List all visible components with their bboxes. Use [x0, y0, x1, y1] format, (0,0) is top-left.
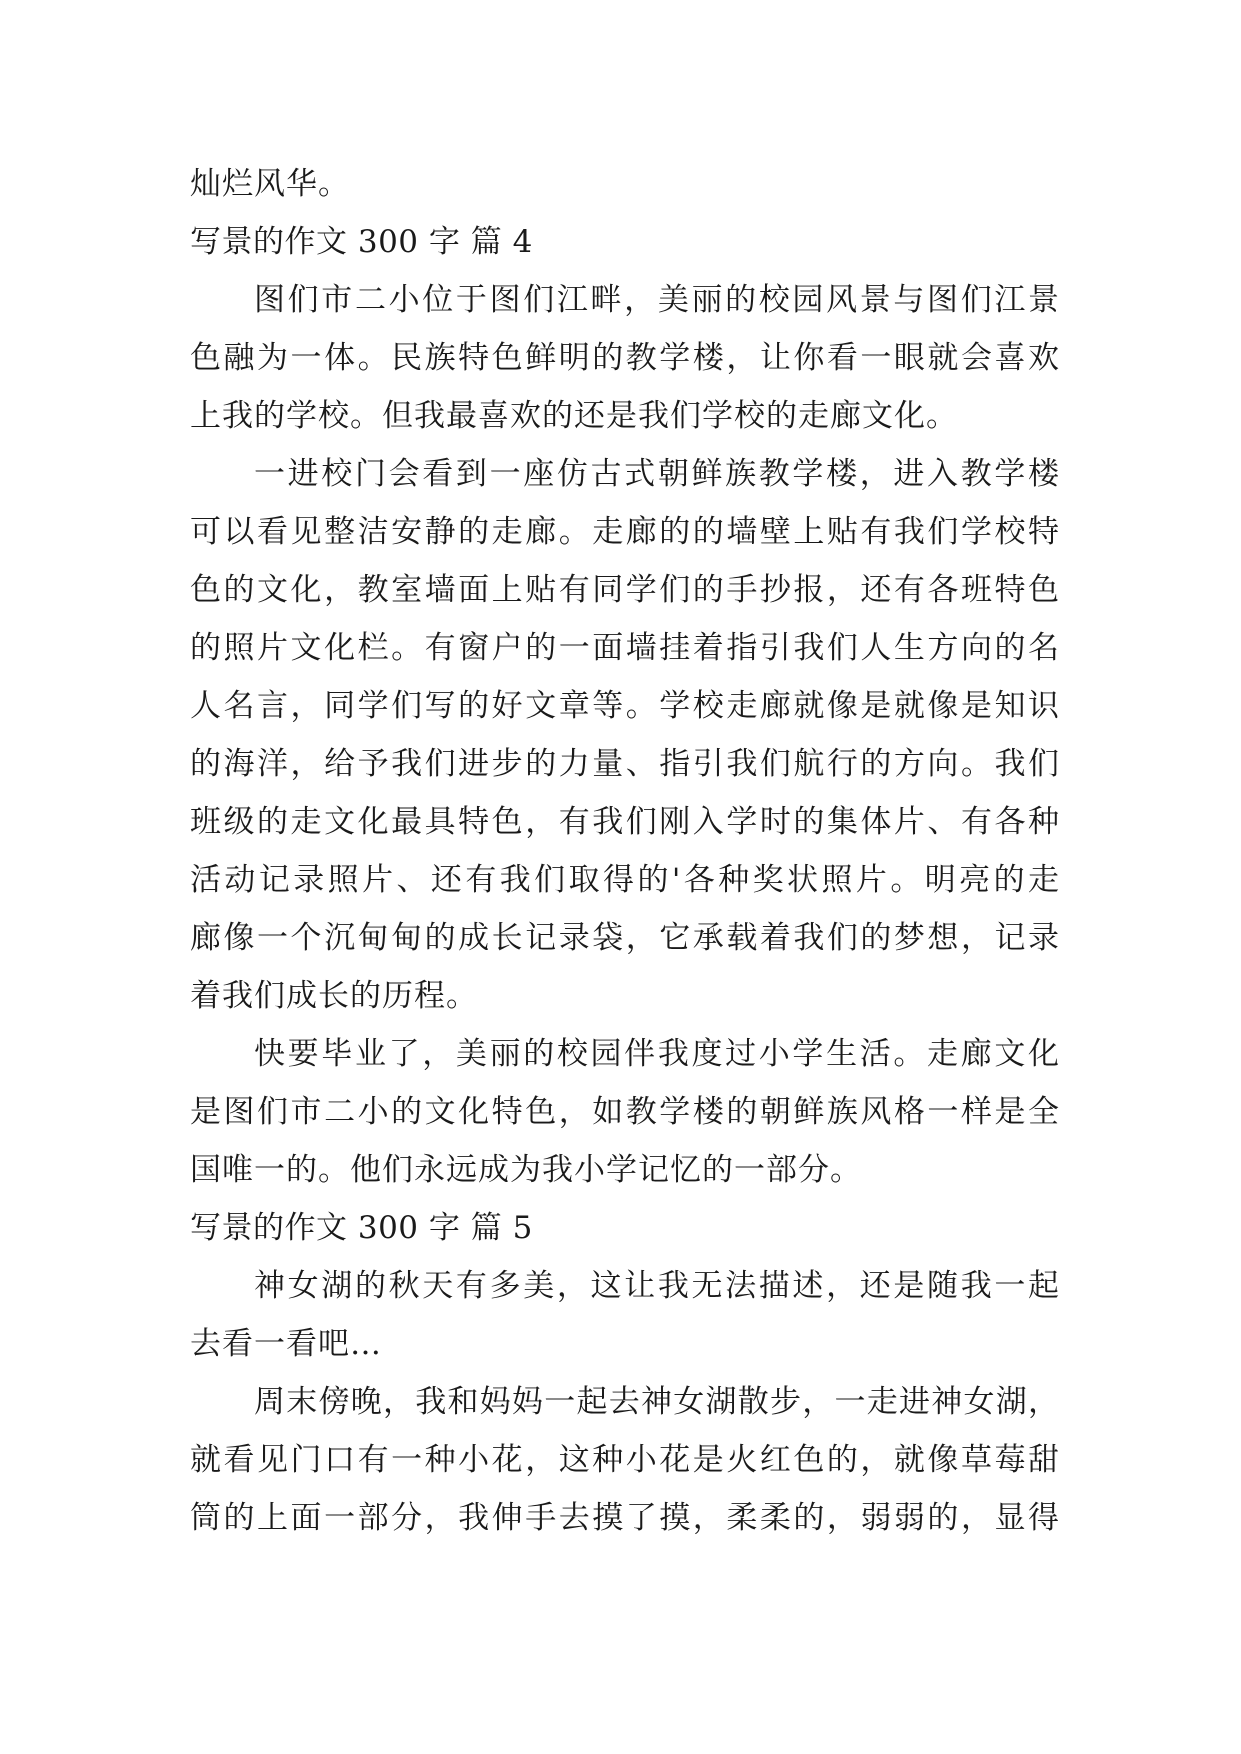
section-heading-5: 写景的作文 300 字 篇 5	[190, 1210, 533, 1246]
text-line: 去看一看吧…	[190, 1326, 382, 1362]
text-line: 着我们成长的历程。	[190, 978, 478, 1014]
text-line: 的海洋，给予我们进步的力量、指引我们航行的方向。我们	[190, 746, 1060, 782]
text-line: 国唯一的。他们永远成为我小学记忆的一部分。	[190, 1152, 862, 1188]
text-line: 班级的走文化最具特色，有我们刚入学时的集体片、有各种	[190, 804, 1060, 840]
document-body	[190, 155, 1060, 1547]
text-line: 可以看见整洁安静的走廊。走廊的的墙壁上贴有我们学校特	[190, 514, 1060, 550]
text-line: 快要毕业了，美丽的校园伴我度过小学生活。走廊文化	[254, 1036, 1060, 1072]
text-line: 上我的学校。但我最喜欢的还是我们学校的走廊文化。	[190, 398, 958, 434]
text-line: 一进校门会看到一座仿古式朝鲜族教学楼，进入教学楼	[254, 456, 1060, 492]
text-line: 就看见门口有一种小花，这种小花是火红色的，就像草莓甜	[190, 1442, 1060, 1478]
paragraph-5	[190, 1373, 1060, 1547]
paragraph-1	[190, 271, 1060, 445]
text-line: 人名言，同学们写的好文章等。学校走廊就像是就像是知识	[190, 688, 1060, 724]
text-line: 图们市二小位于图们江畔，美丽的校园风景与图们江景	[254, 282, 1060, 318]
text-line: 周末傍晚，我和妈妈一起去神女湖散步，一走进神女湖，	[254, 1384, 1060, 1420]
text-line: 是图们市二小的文化特色，如教学楼的朝鲜族风格一样是全	[190, 1094, 1060, 1130]
text-line: 的照片文化栏。有窗户的一面墙挂着指引我们人生方向的名	[190, 630, 1060, 666]
text-line: 筒的上面一部分，我伸手去摸了摸，柔柔的，弱弱的，显得	[190, 1500, 1060, 1536]
section-heading-4: 写景的作文 300 字 篇 4	[190, 224, 533, 260]
text-line: 灿烂风华。	[190, 166, 350, 202]
text-line: 神女湖的秋天有多美，这让我无法描述，还是随我一起	[254, 1268, 1060, 1304]
text-line: 色融为一体。民族特色鲜明的教学楼，让你看一眼就会喜欢	[190, 340, 1060, 376]
paragraph-4	[190, 1257, 1060, 1373]
paragraph-2	[190, 445, 1060, 1025]
text-line: 廊像一个沉甸甸的成长记录袋，它承载着我们的梦想，记录	[190, 920, 1060, 956]
text-line: 活动记录照片、还有我们取得的'各种奖状照片。明亮的走	[190, 862, 1060, 898]
paragraph-3	[190, 1025, 1060, 1199]
text-line: 色的文化，教室墙面上贴有同学们的手抄报，还有各班特色	[190, 572, 1060, 608]
